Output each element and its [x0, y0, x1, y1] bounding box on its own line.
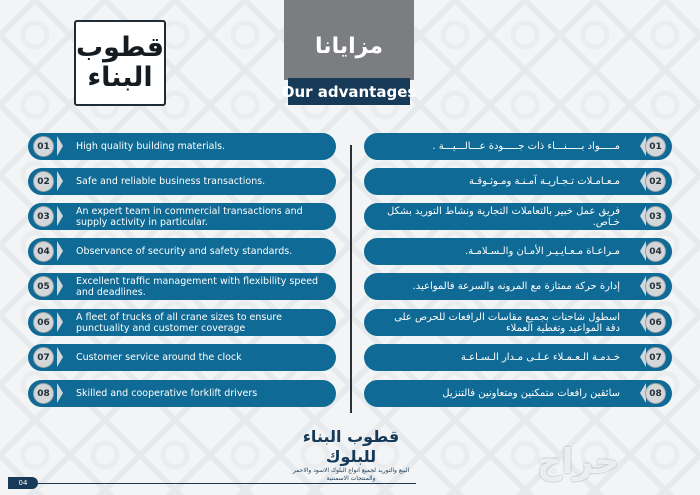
number-notch — [57, 347, 63, 367]
item-number-badge: 01 — [645, 136, 666, 157]
column-divider — [350, 145, 352, 413]
number-notch — [57, 136, 63, 156]
item-number-badge: 02 — [33, 171, 54, 192]
item-number-badge: 04 — [33, 241, 54, 262]
right-item-text: إدارة حركة ممتازة مع المرونه والسرعة فالمواعيد. — [364, 273, 672, 300]
number-notch — [57, 383, 63, 403]
item-number-badge: 06 — [33, 312, 54, 333]
number-notch — [57, 171, 63, 191]
left-item-text: Safe and reliable business transactions. — [28, 168, 336, 195]
page-rule — [36, 483, 416, 484]
footer-subtitle: البيع والتوريد لجميع انواع البلوك الاسود والاحمر والمنتجات الاسمنتية — [292, 467, 410, 482]
number-notch — [57, 276, 63, 296]
page-number: 04 — [8, 477, 38, 489]
number-notch — [57, 241, 63, 261]
right-item-text: سائقين رافعات متمكنين ومتعاونين فالتنزيل — [364, 380, 672, 407]
right-item-text: مـراعـاة مـعـايـيـر الأمـان والـسـلامـة. — [364, 238, 672, 265]
item-number-badge: 05 — [645, 276, 666, 297]
left-item-text: High quality building materials. — [28, 133, 336, 160]
left-item-text: An expert team in commercial transactions and supply activity in particular. — [28, 203, 336, 230]
item-number-badge: 07 — [33, 347, 54, 368]
watermark-logo: حراج — [537, 442, 619, 482]
footer-brand — [287, 427, 415, 482]
item-number-badge: 07 — [645, 347, 666, 368]
header-title-ar: مزايانا — [315, 34, 383, 59]
right-item-text: مـــــواد بـــــنـــاء ذات جـــــودة عـــالـــيـــة . — [364, 133, 672, 160]
item-number-badge: 03 — [645, 206, 666, 227]
item-number-badge: 03 — [33, 206, 54, 227]
left-item-text: Customer service around the clock — [28, 344, 336, 371]
item-number-badge: 08 — [645, 383, 666, 404]
footer-title: قطوب البناء للبلوك — [302, 427, 400, 466]
number-notch — [57, 312, 63, 332]
logo-line-2: البناء — [87, 62, 153, 93]
number-notch — [57, 206, 63, 226]
header-title-en: Our advantages — [288, 78, 410, 105]
item-number-badge: 04 — [645, 241, 666, 262]
left-item-text: Observance of security and safety standards. — [28, 238, 336, 265]
item-number-badge: 01 — [33, 136, 54, 157]
right-item-text: خـدمـة الـعـمـلاء عـلـى مـدار الـسـاعـة — [364, 344, 672, 371]
item-number-badge: 02 — [645, 171, 666, 192]
left-item-text: Skilled and cooperative forklift drivers — [28, 380, 336, 407]
left-item-text: A fleet of trucks of all crane sizes to ensure punctuality and customer coverage — [28, 309, 336, 336]
right-item-text: مـعـامـلات تـجـاريـة آمـنـة ومـوثـوقـة — [364, 168, 672, 195]
logo-line-1: قطوب — [75, 32, 165, 63]
brand-logo — [74, 20, 166, 106]
right-item-text: فريق عمل خبير بالتعاملات التجارية ونشاط التوريد بشكل خـاص. — [364, 203, 672, 230]
item-number-badge: 05 — [33, 276, 54, 297]
item-number-badge: 06 — [645, 312, 666, 333]
left-item-text: Excellent traffic management with flexibility speed and deadlines. — [28, 273, 336, 300]
header-block — [284, 0, 414, 80]
right-item-text: اسطول شاحنات بجميع مقاسات الرافعات للحرص على دقة المواعيد وتغطية العملاء — [364, 309, 672, 336]
item-number-badge: 08 — [33, 383, 54, 404]
